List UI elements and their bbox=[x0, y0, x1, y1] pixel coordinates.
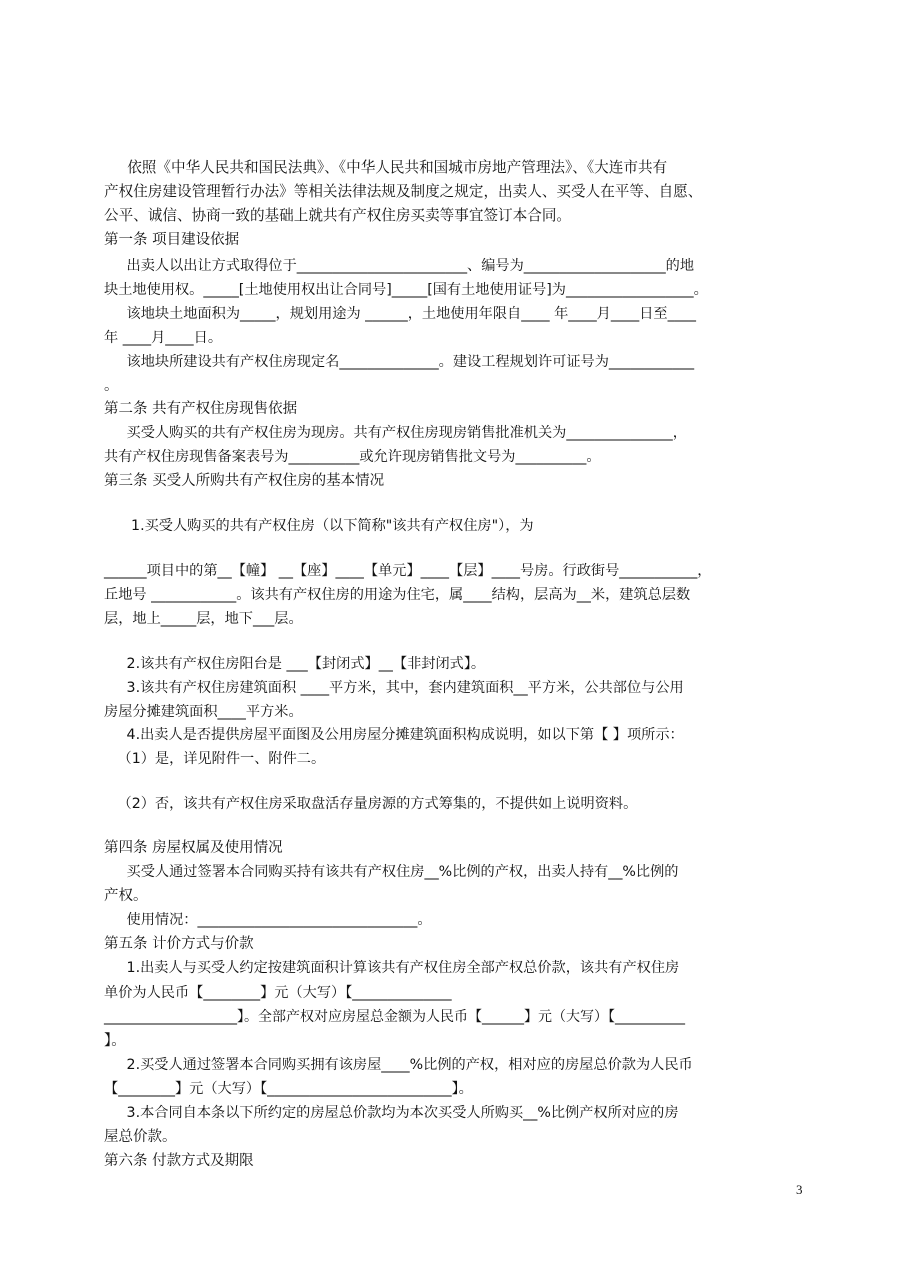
text-line: ______项目中的第__【幢】 __【座】____【单元】____【层】____号房。行政街号___________， bbox=[104, 563, 712, 579]
text-line: 使用情况：_______________________________。 bbox=[104, 912, 432, 928]
text-line: ___________________】。全部产权对应房屋总金额为人民币【______】元（大写）【__________ bbox=[104, 1009, 685, 1025]
text-line: 】。 bbox=[104, 1033, 126, 1049]
text-line: 1.买受人购买的共有产权住房（以下简称"该共有产权住房"），为 bbox=[104, 518, 534, 534]
text-line: 年 ____月____日。 bbox=[104, 330, 223, 346]
text-line: 层，地上_____层，地下___层。 bbox=[104, 611, 303, 627]
text-line: （1）是，详见附件一、附件二。 bbox=[104, 751, 326, 767]
text-line: 。 bbox=[104, 378, 119, 394]
text-line: 2.买受人通过签署本合同购买拥有该房屋____%比例的产权，相对应的房屋总价款为人民币 bbox=[104, 1057, 693, 1073]
text-line: 共有产权住房现售备案表号为__________或允许现房销售批文号为__________。 bbox=[104, 449, 601, 465]
article-heading: 第四条 房屋权属及使用情况 bbox=[104, 840, 283, 856]
article-heading: 第三条 买受人所购共有产权住房的基本情况 bbox=[104, 473, 385, 489]
text-line: 3.本合同自本条以下所约定的房屋总价款均为本次买受人所购买__%比例产权所对应的房 bbox=[104, 1105, 679, 1121]
text-line: 产权。 bbox=[104, 888, 148, 904]
article-heading: 第二条 共有产权住房现售依据 bbox=[104, 401, 298, 417]
text-line: 该地块所建设共有产权住房现定名______________。建设工程规划许可证号为____________ bbox=[104, 354, 695, 370]
text-line: 出卖人以出让方式取得位于________________________、编号为____________________的地 bbox=[104, 258, 695, 274]
text-line: 屋总价款。 bbox=[104, 1129, 177, 1145]
text-line: 1.出卖人与买受人约定按建筑面积计算该共有产权住房全部产权总价款，该共有产权住房 bbox=[104, 960, 680, 976]
text-line: 4.出卖人是否提供房屋平面图及公用房屋分摊建筑面积构成说明，如以下第【 】项所示： bbox=[104, 727, 684, 743]
text-line: （2）否，该共有产权住房采取盘活存量房源的方式筹集的，不提供如上说明资料。 bbox=[104, 796, 638, 812]
text-line: 该地块土地面积为_____，规划用途为 ______，土地使用年限自____ 年____月____日至____ bbox=[104, 306, 696, 322]
article-heading: 第一条 项目建设依据 bbox=[104, 232, 240, 248]
text-line: 【________】元（大写）【__________________________】。 bbox=[104, 1081, 473, 1097]
text-line: 丘地号 ____________。该共有产权住房的用途为住宅，属____结构，层高为__米，建筑总层数 bbox=[104, 587, 691, 603]
text-line: 公平、诚信、协商一致的基础上就共有产权住房买卖等事宜签订本合同。 bbox=[104, 207, 572, 224]
text-line: 2.该共有产权住房阳台是 ___【封闭式】__【非封闭式】。 bbox=[104, 656, 486, 672]
text-line: 产权住房建设管理暂行办法》等相关法律法规及制度之规定，出卖人、买受人在平等、自愿、 bbox=[104, 183, 703, 200]
text-line: 块土地使用权。_____[土地使用权出让合同号]_____[国有土地使用证号]为__________________。 bbox=[104, 282, 708, 298]
article-heading: 第五条 计价方式与价款 bbox=[104, 936, 254, 952]
text-line: 买受人通过签署本合同购买持有该共有产权住房__%比例的产权，出卖人持有__%比例的 bbox=[104, 864, 679, 880]
text-line: 买受人购买的共有产权住房为现房。共有产权住房现房销售批准机关为_______________， bbox=[104, 425, 687, 441]
text-line: 房屋分摊建筑面积____平方米。 bbox=[104, 704, 303, 720]
text-line: 依照《中华人民共和国民法典》、《中华人民共和国城市房地产管理法》、《大连市共有 bbox=[104, 159, 668, 176]
text-line: 3.该共有产权住房建筑面积 ____平方米，其中，套内建筑面积__平方米，公共部位与公用 bbox=[104, 680, 684, 696]
text-line: 单价为人民币【________】元（大写）【______________ bbox=[104, 985, 452, 1001]
article-heading: 第六条 付款方式及期限 bbox=[104, 1153, 254, 1169]
page-number: 3 bbox=[796, 1182, 803, 1197]
